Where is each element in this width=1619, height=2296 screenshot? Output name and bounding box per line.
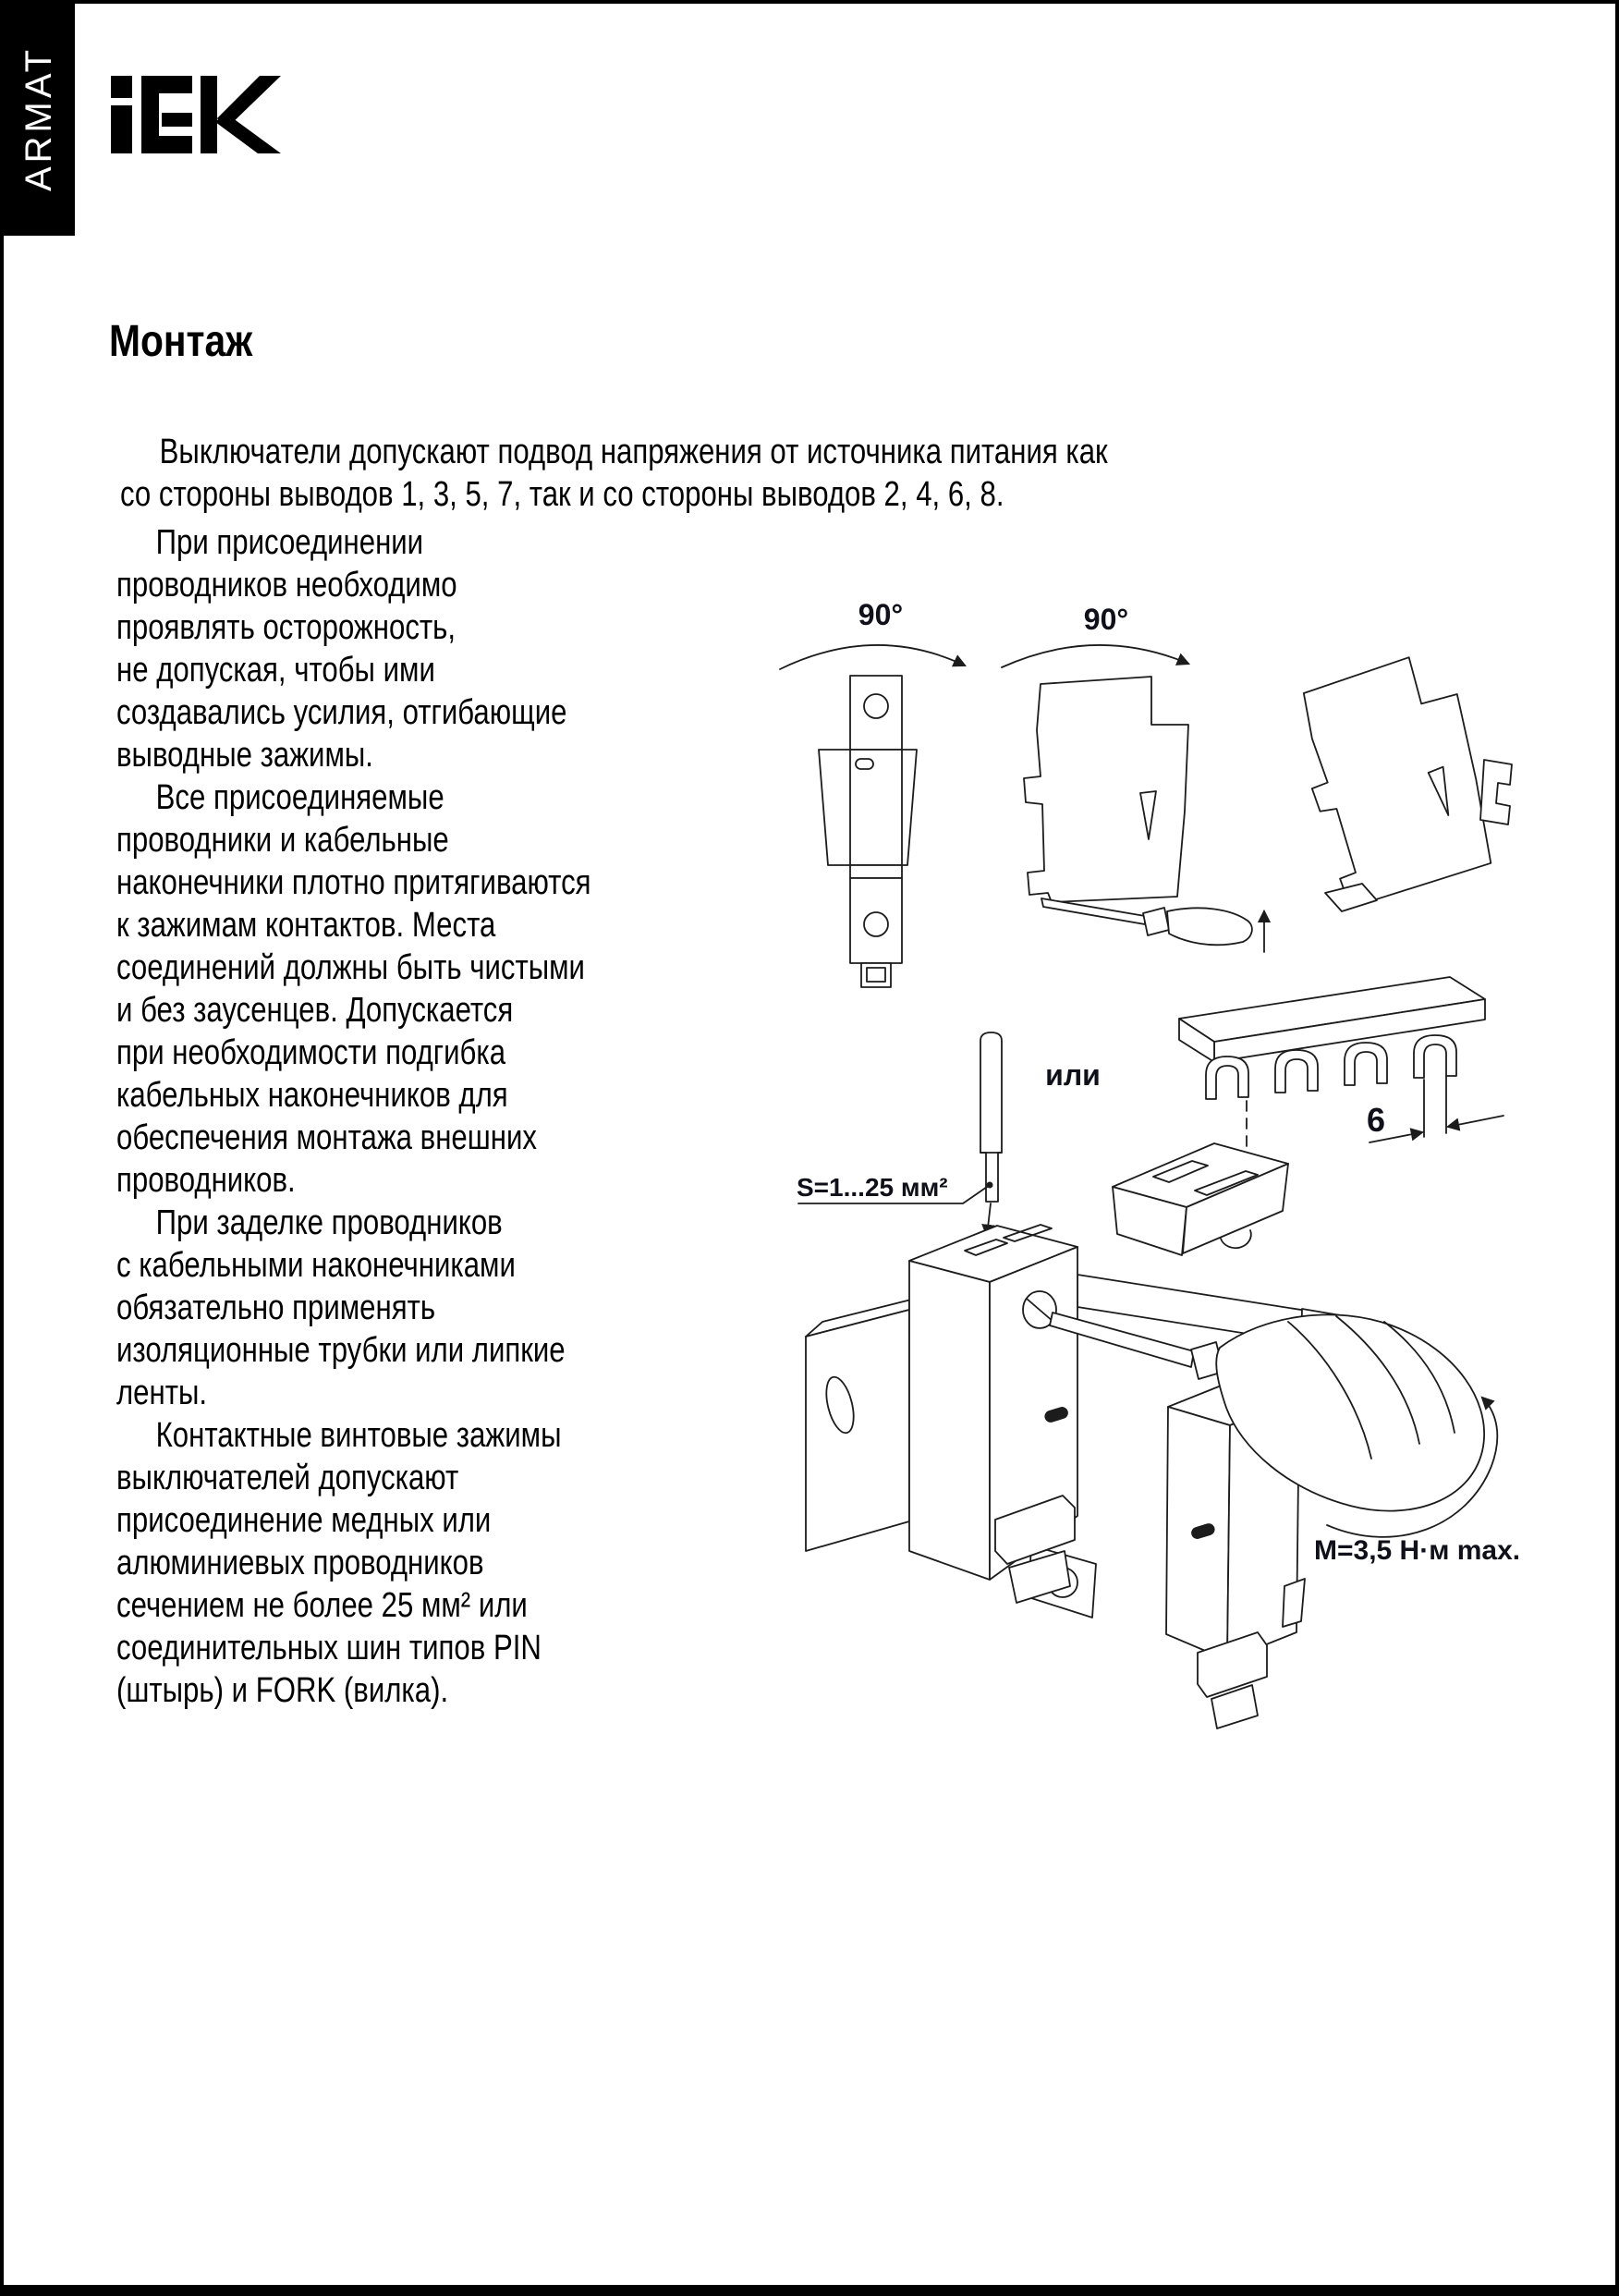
series-edge-banner xyxy=(3,3,75,236)
text-line: соединительных шин типов PIN xyxy=(116,1629,542,1667)
paragraph-connection xyxy=(116,521,567,776)
text-line: проводников необходимо xyxy=(116,566,457,605)
text-line: алюминиевых проводников xyxy=(116,1544,484,1582)
wire-section-label: S=1...25 мм² xyxy=(797,1173,948,1202)
paragraph-terminals xyxy=(116,1414,561,1712)
rotate-arc-left-icon xyxy=(780,645,965,669)
din-rail-profile-icon xyxy=(1480,760,1512,824)
page-title: Монтаж xyxy=(109,317,253,366)
series-label: ARMAT xyxy=(18,46,59,192)
or-label: или xyxy=(1045,1058,1101,1092)
text-line: не допуская, чтобы ими xyxy=(116,651,435,690)
paragraph-intro xyxy=(120,431,1108,516)
breaker-front-view xyxy=(819,676,917,987)
text-line: с кабельными наконечниками xyxy=(116,1246,516,1285)
breaker-mounted-3d xyxy=(909,1225,1096,1618)
text-line: обязательно применять xyxy=(116,1288,436,1327)
text-line: выключателей допускают xyxy=(116,1459,459,1497)
text-line: При присоединении xyxy=(155,523,424,562)
text-line: присоединение медных или xyxy=(116,1501,492,1540)
text-line: со стороны выводов 1, 3, 5, 7, так и со стороны выводов 2, 4, 6, 8. xyxy=(120,475,1004,514)
fork-pitch-label: 6 xyxy=(1366,1101,1386,1139)
text-line: при необходимости подгибка xyxy=(116,1033,506,1072)
text-line: Выключатели допускают подвод напряжения от источника питания как xyxy=(159,433,1108,471)
text-line: обеспечения монтажа внешних xyxy=(116,1118,537,1157)
text-line: проводников. xyxy=(116,1161,296,1200)
torque-label: M=3,5 Н·м max. xyxy=(1314,1535,1521,1566)
breaker-side-view xyxy=(1024,677,1188,902)
breaker-tilted-view xyxy=(1285,648,1512,911)
text-line: Контактные винтовые зажимы xyxy=(155,1416,562,1455)
iek-logo xyxy=(109,76,285,159)
rotate-arc-right-icon xyxy=(1002,645,1188,667)
paragraph-insulation xyxy=(116,1202,566,1414)
text-line: ленты. xyxy=(116,1374,208,1412)
text-line: к зажимам контактов. Места xyxy=(116,906,496,945)
text-line: кабельных наконечников для xyxy=(116,1076,508,1115)
text-line: соединений должны быть чистыми xyxy=(116,948,585,987)
angle-label-right: 90° xyxy=(1083,603,1129,636)
text-line: Все присоединяемые xyxy=(155,778,444,817)
cable-lug-icon xyxy=(1113,1143,1288,1255)
text-line: проявлять осторожность, xyxy=(116,608,456,647)
text-line: При заделке проводников xyxy=(155,1203,503,1242)
comb-busbar-icon xyxy=(1179,977,1503,1176)
text-line: выводные зажимы. xyxy=(116,736,373,775)
paragraph-tightening xyxy=(116,776,591,1202)
angle-label-left: 90° xyxy=(858,598,904,631)
text-line: и без заусенцев. Допускается xyxy=(116,991,514,1030)
text-line: проводники и кабельные xyxy=(116,821,449,860)
installation-diagram xyxy=(771,586,1613,1760)
text-line: изоляционные трубки или липкие xyxy=(116,1331,566,1370)
wire-pin-icon xyxy=(798,1032,1002,1236)
text-line: сечением не более 25 мм² или xyxy=(116,1586,528,1625)
text-line: создавались усилия, отгибающие xyxy=(116,693,567,732)
screwdriver-small-icon xyxy=(1041,898,1252,945)
text-line: (штырь) и FORK (вилка). xyxy=(116,1671,449,1710)
text-line: наконечники плотно притягиваются xyxy=(116,863,591,902)
